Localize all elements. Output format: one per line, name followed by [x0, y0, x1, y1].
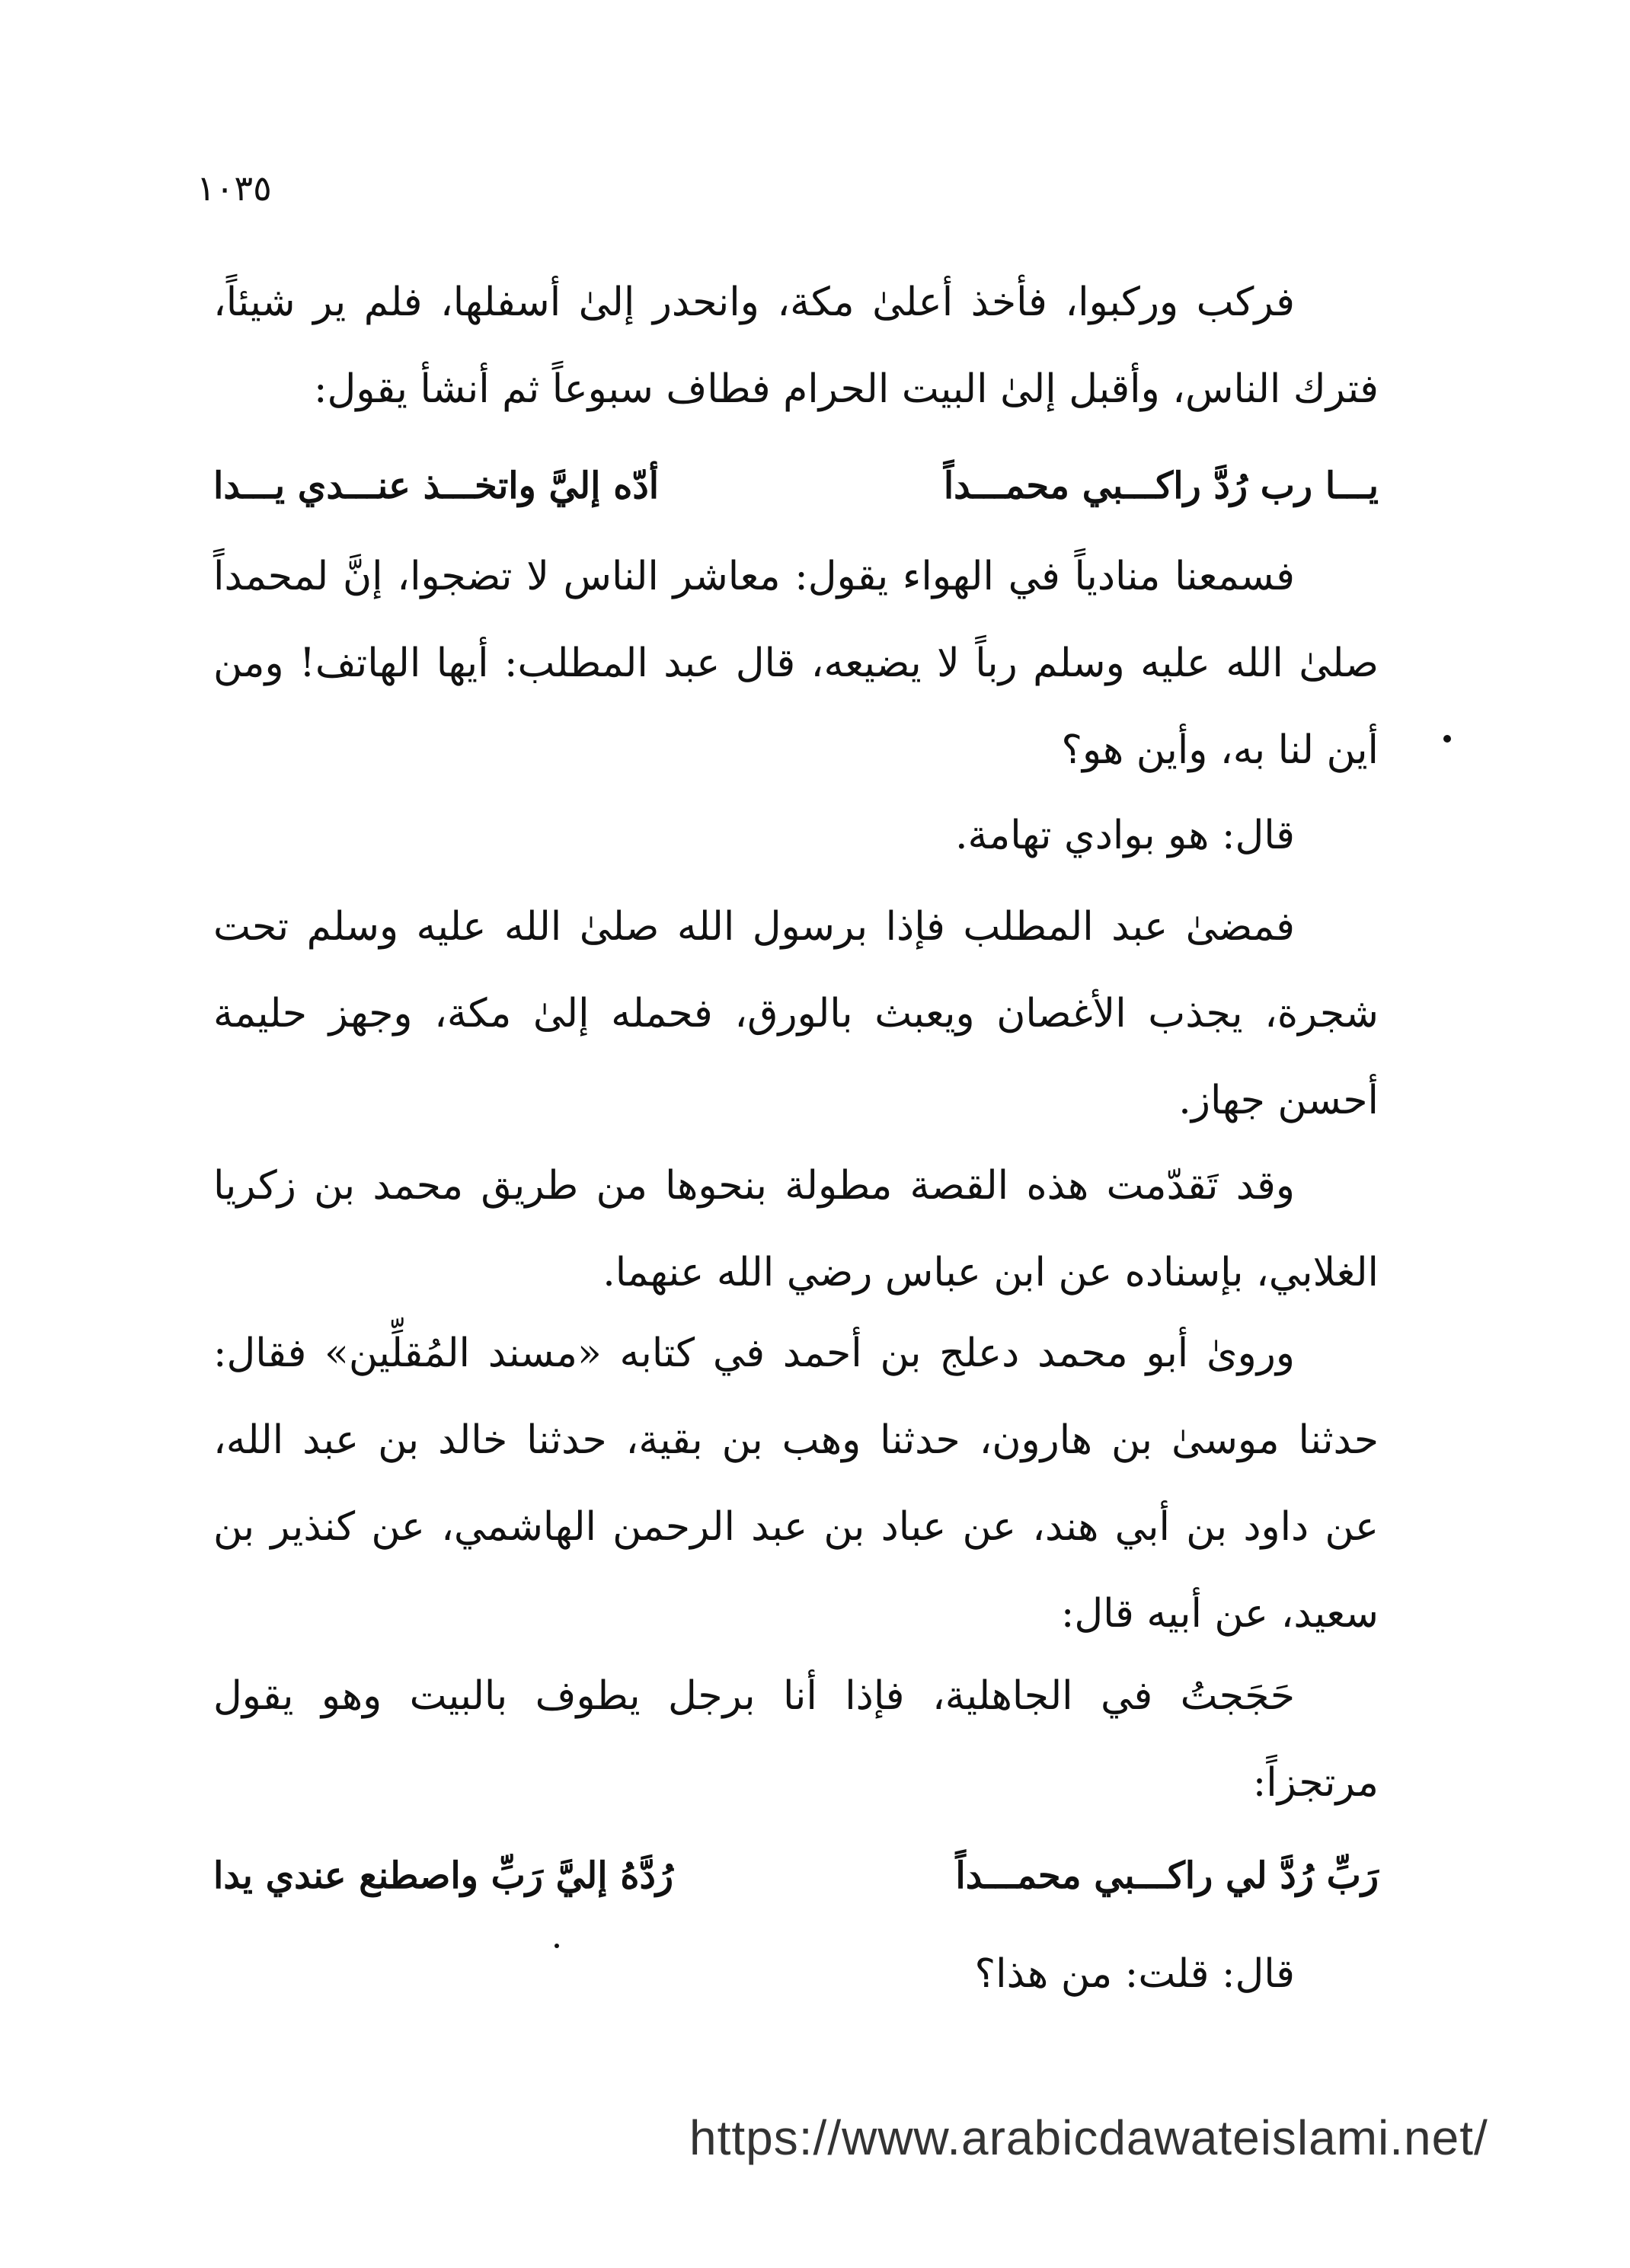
watermark-url: https://www.arabicdawateislami.net/	[689, 2110, 1488, 2165]
text-line: وروىٰ أبو محمد دعلج بن أحمد في كتابه «مسند المُقلِّين» فقال:	[213, 1330, 1295, 1376]
text-line: فسمعنا منادياً في الهواء يقول: معاشر الناس لا تضجوا، إنَّ لمحمداً	[213, 554, 1295, 599]
text-line: صلىٰ الله عليه وسلم رباً لا يضيعه، قال عبد المطلب: أيها الهاتف! ومن	[213, 640, 1379, 686]
paragraph-question	[213, 1931, 1379, 2017]
text-line: عن داود بن أبي هند، عن عباد بن عبد الرحمن الهاشمي، عن كنذير بن	[213, 1504, 1379, 1550]
text-line: حدثنا موسىٰ بن هارون، حدثنا وهب بن بقية، حدثنا خالد بن عبد الله،	[213, 1417, 1379, 1463]
text-line: أحسن جهاز.	[1178, 1078, 1379, 1123]
text-line: مرتجزاً:	[1252, 1760, 1379, 1806]
text-line: فمضىٰ عبد المطلب فإذا برسول الله صلىٰ الله عليه وسلم تحت	[213, 904, 1295, 950]
text-line: قال: قلت: من هذا؟	[974, 1951, 1295, 1997]
paragraph-isnad	[213, 1310, 1379, 1657]
verse-couplet	[213, 465, 1379, 507]
text-line: سعيد، عن أبيه قال:	[1060, 1591, 1379, 1637]
verse-first-hemistich: يـــا رب رُدَّ راكـــبي محمـــداً	[943, 465, 1379, 507]
paragraph-voice	[213, 533, 1379, 794]
text-line: حَجَجتُ في الجاهلية، فإذا أنا برجل يطوف بالبيت وهو يقول	[213, 1673, 1295, 1719]
text-line: أين لنا به، وأين هو؟	[1061, 727, 1379, 773]
paragraph-tihama	[213, 792, 1379, 879]
text-line: قال: هو بوادي تهامة.	[954, 813, 1295, 858]
page-number: ١٠٣٥	[197, 168, 272, 209]
text-line: الغلابي، بإسناده عن ابن عباس رضي الله عنهما.	[602, 1250, 1379, 1295]
verse-second-hemistich: رُدَّهُ إليَّ رَبِّ واصطنع عندي يدا	[213, 1854, 674, 1897]
margin-dot	[1443, 735, 1451, 743]
paragraph-intro	[213, 259, 1379, 433]
paragraph-found	[213, 883, 1379, 1144]
paragraph-pilgrimage	[213, 1653, 1379, 1826]
paragraph-reference	[213, 1142, 1379, 1316]
verse-first-hemistich: رَبِّ رُدَّ لي راكـــبي محمـــداً	[955, 1854, 1379, 1897]
verse-couplet	[213, 1854, 1379, 1897]
text-line: فترك الناس، وأقبل إلىٰ البيت الحرام فطاف سبوعاً ثم أنشأ يقول:	[314, 366, 1379, 412]
verse-second-hemistich: أدّه إليَّ واتخـــذ عنـــدي يـــدا	[213, 465, 660, 507]
text-line: فركب وركبوا، فأخذ أعلىٰ مكة، وانحدر إلىٰ أسفلها، فلم ير شيئاً،	[213, 280, 1295, 325]
text-line: شجرة، يجذب الأغصان ويعبث بالورق، فحمله إلىٰ مكة، وجهز حليمة	[213, 991, 1379, 1037]
text-line: وقد تَقدّمت هذه القصة مطولة بنحوها من طريق محمد بن زكريا	[213, 1163, 1295, 1209]
